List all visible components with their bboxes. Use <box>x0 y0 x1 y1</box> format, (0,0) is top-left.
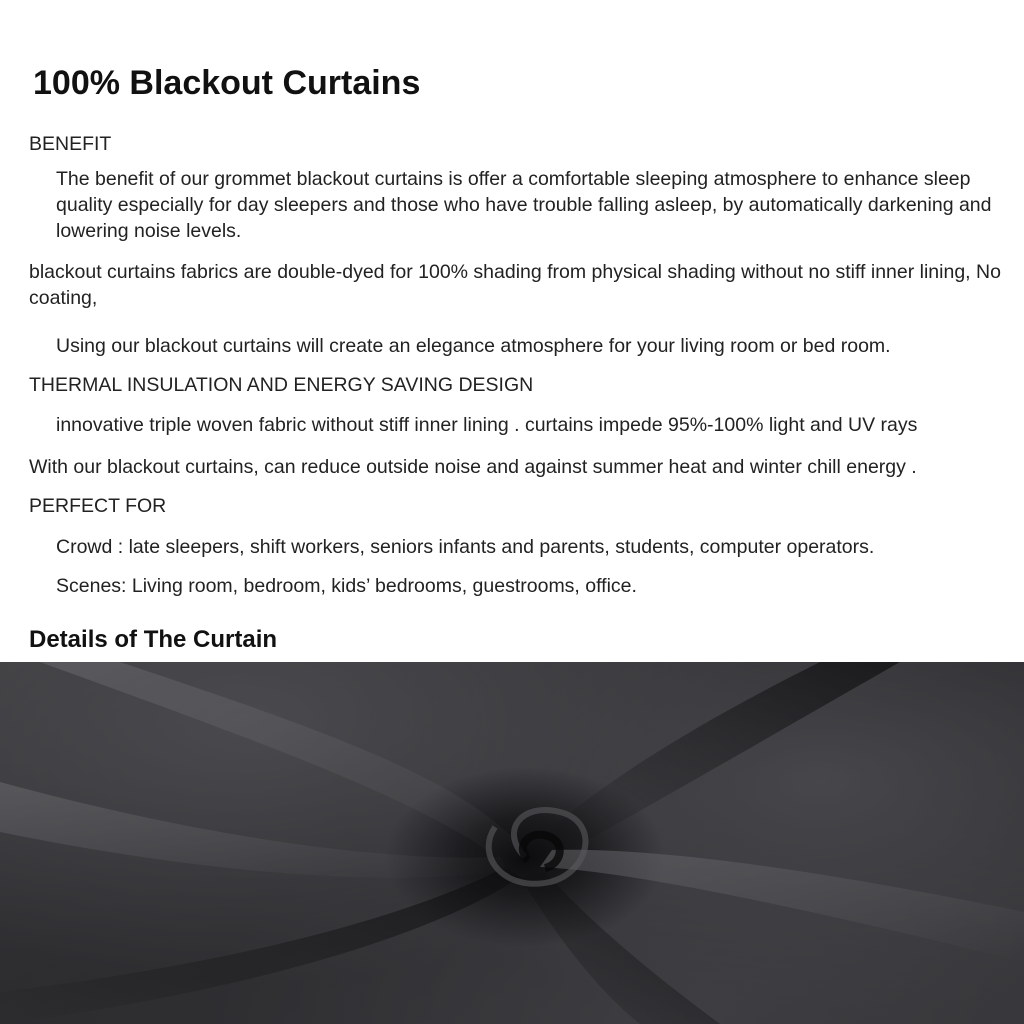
fabrics-paragraph: blackout curtains fabrics are double-dyed for 100% shading from physical shading without no stiff inner lining, No coating, <box>29 261 1001 309</box>
perfect-for-heading: PERFECT FOR <box>29 495 167 517</box>
details-heading: Details of The Curtain <box>29 626 278 653</box>
fabric-swirl-photo <box>0 662 1024 1024</box>
benefit-paragraph: The benefit of our grommet blackout curtains is offer a comfortable sleeping atmosphere to enhance sleep quality especially for day sleepers and those who have trouble falling asleep, by automatically darkening and lowering noise levels. <box>56 168 992 242</box>
crowd-paragraph: Crowd : late sleepers, shift workers, seniors infants and parents, students, computer operators. <box>56 536 875 558</box>
scenes-paragraph: Scenes: Living room, bedroom, kids’ bedrooms, guestrooms, office. <box>56 575 637 597</box>
page-title: 100% Blackout Curtains <box>33 64 421 102</box>
thermal-paragraph: innovative triple woven fabric without stiff inner lining . curtains impede 95%-100% light and UV rays <box>56 414 918 436</box>
fabric-folds <box>0 662 1024 1024</box>
thermal-heading: THERMAL INSULATION AND ENERGY SAVING DESIGN <box>29 374 534 396</box>
noise-paragraph: With our blackout curtains, can reduce outside noise and against summer heat and winter chill energy . <box>29 456 917 478</box>
elegance-paragraph: Using our blackout curtains will create an elegance atmosphere for your living room or bed room. <box>56 335 891 357</box>
benefit-heading: BENEFIT <box>29 133 112 155</box>
